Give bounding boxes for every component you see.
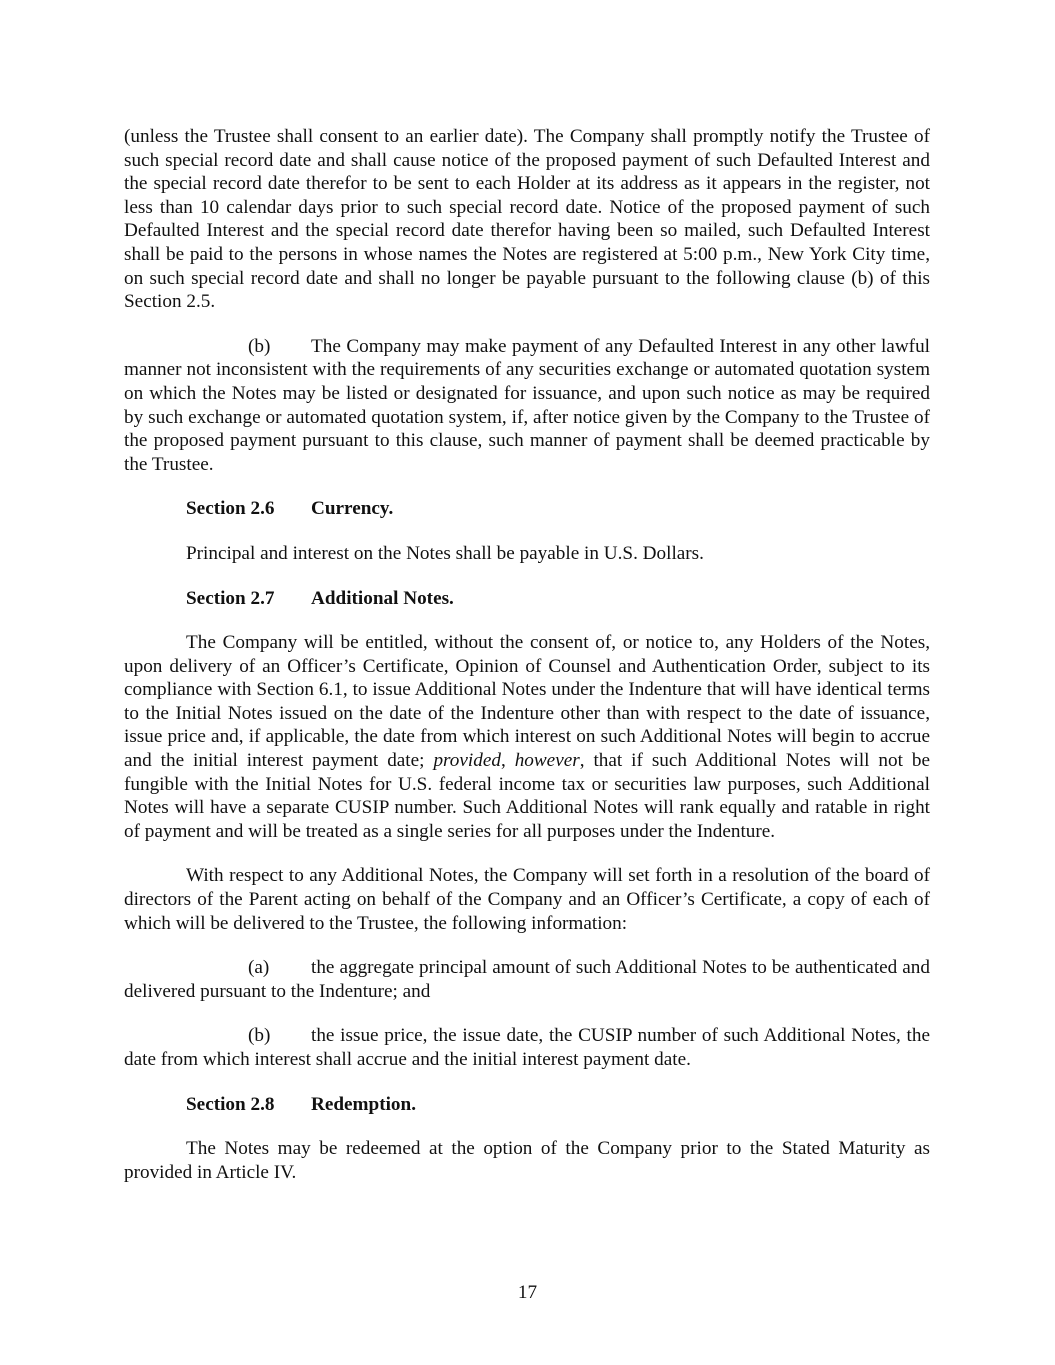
paragraph-currency: Principal and interest on the Notes shall be payable in U.S. Dollars. [186,542,704,564]
section-title: Additional Notes. [311,587,454,609]
section-2-6-heading [124,497,930,521]
paragraph-additional-notes-1 [124,631,930,843]
section-title: Redemption. [311,1093,416,1115]
paragraph-clause-b [124,335,930,477]
page-number: 17 [517,1282,538,1303]
text-run: , that if such Additional Notes will not be fungible with the Initial Notes for U.S. federal income tax or securities law purposes, such Additional Notes will have a separate CUSIP number. Such Additional Notes will rank equally and ratable in right of payment and will be treated as a single series for all purposes under the Indenture. [124,750,931,842]
paragraph-redemption: The Notes may be redeemed at the option of the Company prior to the Stated Maturity as provided in Article IV. [124,1138,930,1183]
document-page [124,125,930,1184]
list-item-b [124,1024,930,1071]
paragraph-additional-notes-2: With respect to any Additional Notes, the Company will set forth in a resolution of the board of directors of the Parent acting on behalf of the Company and an Officer’s Certificate, a copy of each of which will be delivered to the Trustee, the following information: [124,865,930,934]
text-run: The Company will be entitled, without the consent of, or notice to, any Holders of the Notes, upon delivery of an Officer’s Certificate, Opinion of Counsel and Authentication Order, subject to its compliance with Section 6.1, to issue Additional Notes under the Indenture that will have identical terms to the Initial Notes issued on the date of the Indenture other than with respect to the date of issuance, issue price and, if applicable, the date from which interest on such Additional Notes will begin to accrue and the initial interest payment date; [124,632,930,772]
paragraph-defaulted-interest-continuation: (unless the Trustee shall consent to an earlier date). The Company shall promptly notify the Trustee of such special record date and shall cause notice of the proposed payment of such Defaulted Interest and the special record date therefor to be sent to each Holder at its address as it appears in the register, not less than 10 calendar days prior to such special record date. Notice of the proposed payment of such Defaulted Interest and the special record date therefor having been so mailed, such Defaulted Interest shall be paid to the persons in whose names the Notes are registered at 5:00 p.m., New York City time, on such special record date and shall no longer be payable pursuant to the following clause (b) of this Section 2.5. [124,126,930,313]
item-a-marker: (a) [248,957,270,979]
section-number: Section 2.7 [186,587,275,609]
clause-b-marker: (b) [248,335,271,357]
item-b-text: the issue price, the issue date, the CUSIP number of such Additional Notes, the date from which interest shall accrue and the initial interest payment date. [124,1025,930,1070]
clause-b-text: The Company may make payment of any Defaulted Interest in any other lawful manner not inconsistent with the requirements of any securities exchange or automated quotation system on which the Notes may be listed or designated for issuance, and upon such notice as may be required by such exchange or automated quotation system, if, after notice given by the Company to the Trustee of the proposed payment pursuant to this clause, such manner of payment shall be deemed practicable by the Trustee. [124,335,930,475]
item-a-text: the aggregate principal amount of such Additional Notes to be authenticated and delivered pursuant to the Indenture; and [124,957,930,1002]
italic-provided: provided [433,750,501,772]
section-2-7-heading [124,587,930,611]
item-b-marker: (b) [248,1025,271,1047]
section-number: Section 2.6 [186,498,275,520]
section-2-8-heading [124,1093,930,1117]
section-title: Currency. [311,498,394,520]
list-item-a [124,956,930,1003]
section-number: Section 2.8 [186,1093,275,1115]
text-run: , [500,750,515,772]
italic-however: however [514,750,580,772]
